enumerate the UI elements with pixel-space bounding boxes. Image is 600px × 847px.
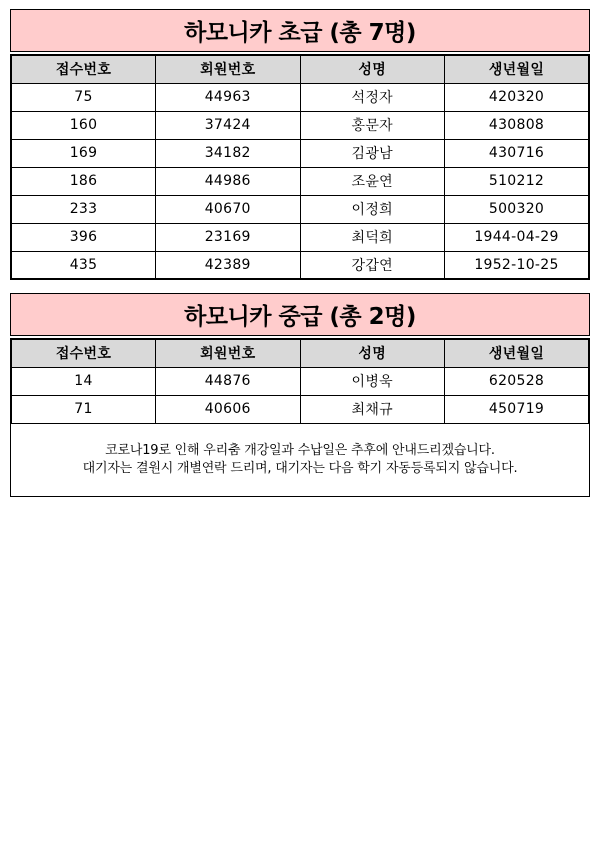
- table-row: [11, 251, 589, 279]
- cell-application-no: 435: [11, 251, 156, 279]
- cell-birthdate: 430716: [445, 139, 590, 167]
- table-header-row: [11, 339, 589, 367]
- col-header-member-no: 회원번호: [156, 339, 301, 367]
- cell-application-no: 169: [11, 139, 156, 167]
- cell-member-no: 44986: [156, 167, 301, 195]
- col-header-application-no: 접수번호: [11, 339, 156, 367]
- cell-birthdate: 450719: [445, 395, 590, 423]
- table-row: [11, 195, 589, 223]
- cell-birthdate: 420320: [445, 83, 590, 111]
- cell-member-no: 42389: [156, 251, 301, 279]
- cell-member-no: 37424: [156, 111, 301, 139]
- cell-application-no: 160: [11, 111, 156, 139]
- roster-table: [10, 54, 590, 280]
- cell-name: 김광남: [300, 139, 445, 167]
- col-header-member-no: 회원번호: [156, 55, 301, 83]
- cell-member-no: 44963: [156, 83, 301, 111]
- cell-birthdate: 620528: [445, 367, 590, 395]
- cell-application-no: 14: [11, 367, 156, 395]
- cell-member-no: 23169: [156, 223, 301, 251]
- roster-table: [10, 338, 590, 424]
- section-intermediate: [10, 293, 590, 497]
- table-row: [11, 395, 589, 423]
- cell-name: 이정희: [300, 195, 445, 223]
- cell-name: 최덕희: [300, 223, 445, 251]
- col-header-birthdate: 생년월일: [445, 339, 590, 367]
- cell-name: 석정자: [300, 83, 445, 111]
- cell-member-no: 40606: [156, 395, 301, 423]
- cell-application-no: 186: [11, 167, 156, 195]
- cell-birthdate: 1952-10-25: [445, 251, 590, 279]
- cell-application-no: 233: [11, 195, 156, 223]
- col-header-application-no: 접수번호: [11, 55, 156, 83]
- section-beginner: [10, 9, 590, 280]
- cell-member-no: 34182: [156, 139, 301, 167]
- cell-name: 홍문자: [300, 111, 445, 139]
- cell-name: 최채규: [300, 395, 445, 423]
- table-row: [11, 223, 589, 251]
- table-header-row: [11, 55, 589, 83]
- cell-member-no: 44876: [156, 367, 301, 395]
- notice-line-1: 코로나19로 인해 우리춤 개강일과 수납일은 추후에 안내드리겠습니다.: [105, 442, 495, 458]
- cell-birthdate: 510212: [445, 167, 590, 195]
- cell-name: 이병욱: [300, 367, 445, 395]
- section-title: 하모니카 초급 (총 7명): [10, 9, 590, 52]
- cell-name: 조윤연: [300, 167, 445, 195]
- col-header-birthdate: 생년월일: [445, 55, 590, 83]
- table-row: [11, 367, 589, 395]
- col-header-name: 성명: [300, 55, 445, 83]
- cell-application-no: 71: [11, 395, 156, 423]
- section-title: 하모니카 중급 (총 2명): [10, 293, 590, 336]
- col-header-name: 성명: [300, 339, 445, 367]
- cell-member-no: 40670: [156, 195, 301, 223]
- cell-birthdate: 500320: [445, 195, 590, 223]
- notice-line-2: 대기자는 결원시 개별연락 드리며, 대기자는 다음 학기 자동등록되지 않습니다.: [82, 460, 518, 476]
- notice-box: [10, 424, 590, 497]
- table-row: [11, 83, 589, 111]
- cell-name: 강갑연: [300, 251, 445, 279]
- cell-birthdate: 430808: [445, 111, 590, 139]
- cell-application-no: 396: [11, 223, 156, 251]
- cell-application-no: 75: [11, 83, 156, 111]
- table-row: [11, 167, 589, 195]
- cell-birthdate: 1944-04-29: [445, 223, 590, 251]
- table-row: [11, 139, 589, 167]
- table-row: [11, 111, 589, 139]
